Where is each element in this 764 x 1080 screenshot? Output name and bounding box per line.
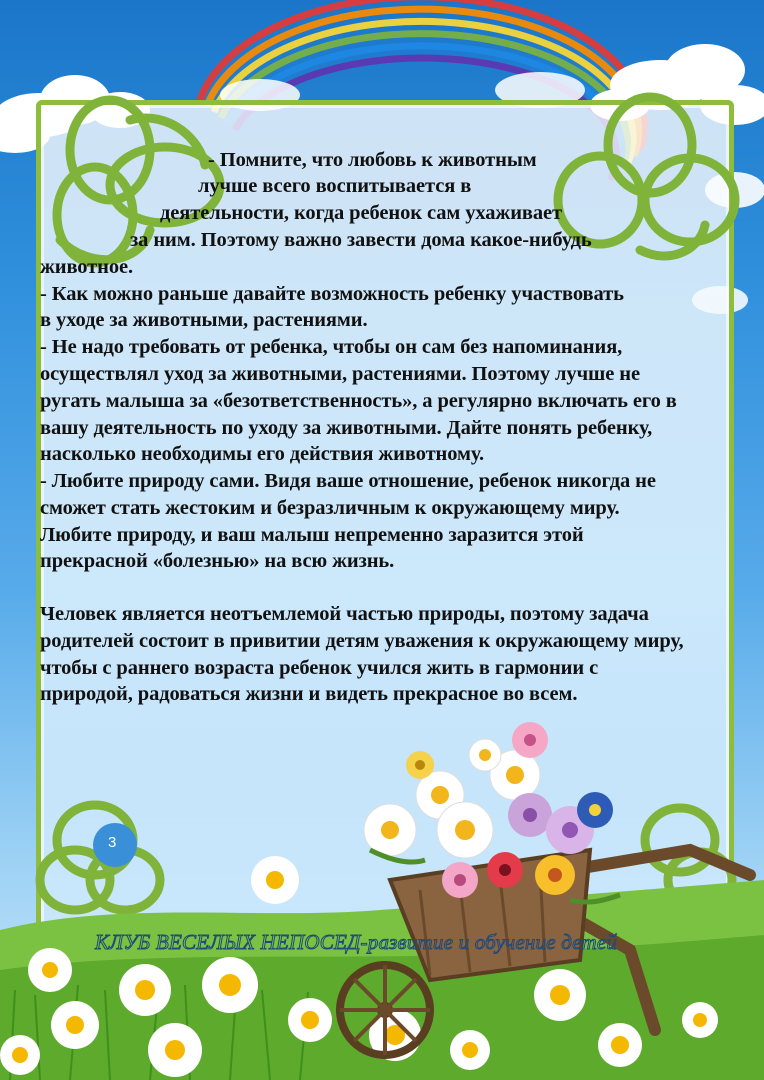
text-line: - Не надо требовать от ребенка, чтобы он сам без напоминания, (40, 336, 623, 358)
text-line: деятельности, когда ребенок сам ухаживает (160, 202, 562, 224)
conclusion-line: Человек является неотъемлемой частью природы, поэтому задача (40, 603, 649, 625)
page-number: 3 (108, 834, 117, 851)
text-line: животное. (40, 256, 134, 278)
text-line: Любите природу, и ваш малыш непременно заразится этой (40, 524, 584, 546)
conclusion-line: природой, радоваться жизни и видеть прекрасное во всем. (40, 683, 578, 705)
text-line: осуществлял уход за животными, растениями. Поэтому лучше не (40, 363, 640, 385)
text-line: ругать малыша за «безответственность», а регулярно включать его в (40, 390, 677, 412)
conclusion-line: чтобы с раннего возраста ребенок учился жить в гармонии с (40, 657, 599, 679)
footer-caption: КЛУБ ВЕСЕЛЫХ НЕПОСЕД-развитие и обучение детей (95, 930, 618, 954)
text-line: сможет стать жестоким и безразличным к окружающему миру. (40, 497, 620, 519)
text-line: - Как можно раньше давайте возможность ребенку участвовать (40, 283, 624, 305)
wheelbarrow-with-flowers-icon (330, 700, 764, 1080)
text-line: лучше всего воспитывается в (198, 175, 472, 197)
text-line: - Любите природу сами. Видя ваше отношение, ребенок никогда не (40, 470, 656, 492)
text-line: в уходе за животными, растениями. (40, 309, 368, 331)
text-line: прекрасной «болезнью» на всю жизнь. (40, 550, 395, 572)
text-line: за ним. Поэтому важно завести дома какое-нибудь (130, 229, 592, 251)
text-line: - Помните, что любовь к животным (208, 149, 537, 171)
text-line: вашу деятельность по уходу за животными. Дайте понять ребенку, (40, 417, 653, 439)
text-line: насколько необходимы его действия животному. (40, 443, 485, 465)
conclusion-line: родителей состоит в привитии детям уважения к окружающему миру, (40, 630, 684, 652)
